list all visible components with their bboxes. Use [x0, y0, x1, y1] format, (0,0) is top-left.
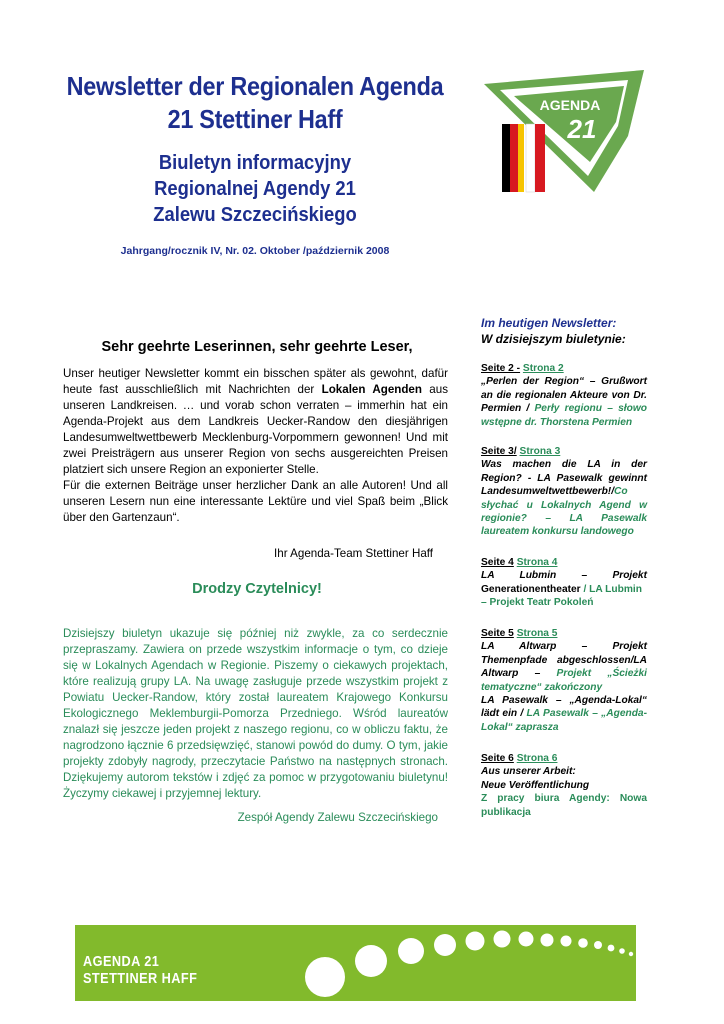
logo-text-bottom: 21 — [567, 114, 597, 144]
intro-text-de: Unser heutiger Newsletter kommt ein bisschen später als gewohnt, dafür heute fast ausschließlich mit Nachrichten der Lokalen Agenden aus unseren Landkreisen. … und vorab schon verraten – immerhin hat ein Agenda-Projekt aus dem Landkreis Uecker-Randow den diesjährigen Landesumweltwettbewerb Mecklenburg-Vorpommern gewonnen! Und mit zwei Preisträgern aus unserer Region von sechs ausgereichten Preisen platziert sich unsere Region an exponierter Stelle. Für die externen Beiträge unser herzlicher Dank an alle Autoren! Und all unseren Lesern nun eine interessante Lektüre und viel Spaß beim „Blick über den Gartenzaun“. — [63, 367, 449, 524]
intro-text-pl: Dzisiejszy biuletyn ukazuje się później niż zwykle, za co serdecznie przepraszamy. Zawiera on przede wszystkim informacje o tym, co dzieje się w Lokalnych Agendach w Regionie. Piszemy o ciekawych projektach, które realizują grupy LA. Na uwagę zasługuje przede wszystkim projekt z Powiatu Uecker-Randow, który został laureatem Krajowego Konkursu Ekologicznego Meklemburgii-Pomorza Przedniego. Wśród laureatów znalazł się jeszcze jeden projekt z naszego regionu, co w obliczu faktu, że nagrodzono łącznie 6 przedsięwzięć, stanowi powód do dumy. O tym, jakie projekty zdobyły nagrody, przeczytacie Państwo na następnych stronach. Dziękujemy autorom tekstów i zdjęć za pomoc w przygotowaniu biuletynu! Życzymy ciekawej i przyjemnej lektury. — [63, 627, 448, 800]
toc-heading — [481, 315, 661, 347]
title-pl-line: Biuletyn informacyjny — [158, 152, 352, 174]
greeting-de: Sehr geehrte Leserinnen, sehr geehrte Leser, — [101, 339, 413, 355]
bold-phrase: Lokalen Agenden — [321, 383, 422, 396]
toc-item-page6[interactable]: Seite 6 Strona 6 Aus unserer Arbeit: Neue Veröffentlichung Z pracy biura Agendy: Nowa publikacja — [481, 753, 647, 818]
logo-text-top: AGENDA — [539, 97, 601, 113]
signature-de: Ihr Agenda-Team Stettiner Haff — [274, 547, 433, 560]
agenda21-logo — [478, 64, 650, 200]
newsletter-title-de: Newsletter der Regionalen Agenda 21 Stettiner Haff — [66, 71, 444, 134]
toc-heading-de: Im heutigen Newsletter: — [481, 316, 617, 330]
footer-dots-decoration — [75, 925, 636, 1001]
toc-item-page5[interactable]: Seite 5 Strona 5 LA Altwarp – Projekt Themenpfade abgeschlossen/LA Altwarp – Projekt „Ścieżki tematyczne“ zakończony LA Pasewalk – „Agenda-Lokal“ lädt ein / LA Pasewalk – „Agenda-Lokal“ zaprasza — [481, 628, 648, 733]
toc-item-page4[interactable]: Seite 4 Strona 4 LA Lubmin – Projekt Generationentheater / LA Lubmin – Projekt Teatr Pokoleń — [481, 557, 647, 609]
toc-item-page3[interactable]: Seite 3/ Strona 3 Was machen die LA in der Region? - LA Pasewalk gewinnt Landesumweltwettbewerb!/Co słychać u Lokalnych Agend w regionie? – LA Pasewalk laureatem konkursu landowego — [481, 446, 647, 538]
greeting-pl: Drodzy Czytelnicy! — [192, 581, 322, 597]
footer-banner — [75, 925, 636, 1001]
title-pl-line: Zalewu Szczecińskiego — [153, 204, 357, 226]
toc-heading-pl: W dzisiejszym biuletynie: — [481, 332, 626, 346]
title-pl-line: Regionalnej Agendy 21 — [154, 178, 356, 200]
newsletter-title-pl — [57, 150, 453, 228]
flag-icon — [502, 124, 545, 192]
footer-logo-text: AGENDA 21 STETTINER HAFF — [83, 953, 198, 987]
toc-item-page2[interactable]: Seite 2 - Strona 2 „Perlen der Region“ – Grußwort an die regionalen Akteure von Dr. Permien / Perły regionu – słowo wstępne dr. Thorstena Permien — [481, 363, 647, 428]
signature-pl: Zespół Agendy Zalewu Szczecińskiego — [237, 811, 438, 824]
issue-info: Jahrgang/rocznik IV, Nr. 02. Oktober /październik 2008 — [120, 245, 390, 257]
